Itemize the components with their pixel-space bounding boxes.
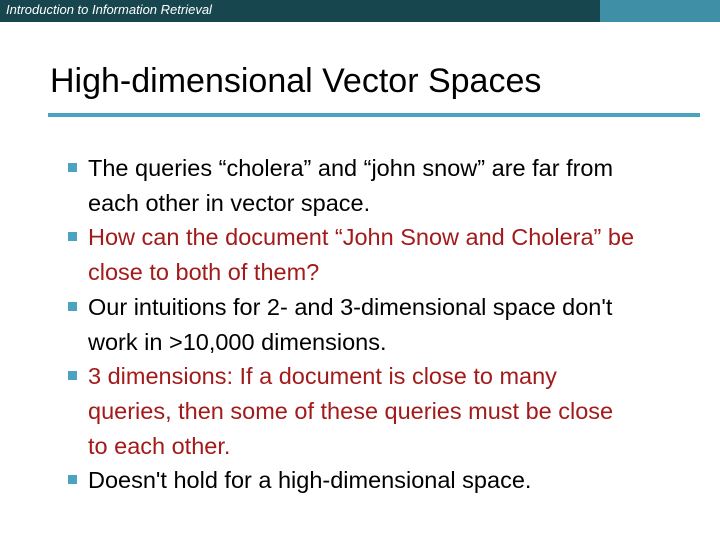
title-underline bbox=[48, 113, 700, 117]
bullet-line: 3 dimensions: If a document is close to many bbox=[88, 363, 557, 390]
bullet-item bbox=[0, 359, 688, 463]
bullet-line: queries, then some of these queries must be close bbox=[88, 397, 614, 424]
bullet-line: each other in vector space. bbox=[88, 189, 371, 216]
bullet-item bbox=[0, 290, 688, 359]
bullet-line: Doesn't hold for a high-dimensional space. bbox=[88, 467, 532, 494]
bullet-line: close to both of them? bbox=[88, 259, 320, 286]
square-bullet-icon bbox=[68, 302, 77, 311]
bullet-line: How can the document “John Snow and Cholera” be bbox=[88, 224, 635, 251]
bullet-item bbox=[0, 151, 688, 220]
square-bullet-icon bbox=[68, 232, 77, 241]
bullet-item bbox=[0, 220, 688, 289]
square-bullet-icon bbox=[68, 371, 77, 380]
square-bullet-icon bbox=[68, 475, 77, 484]
course-label: Introduction to Information Retrieval bbox=[6, 2, 212, 17]
square-bullet-icon bbox=[68, 163, 77, 172]
bullet-line: work in >10,000 dimensions. bbox=[88, 328, 387, 355]
slide-title: High-dimensional Vector Spaces bbox=[50, 62, 542, 100]
bullet-item bbox=[0, 463, 688, 498]
bullet-line: The queries “cholera” and “john snow” are far from bbox=[88, 155, 614, 181]
bullet-list bbox=[0, 151, 720, 498]
header-bar-accent bbox=[600, 0, 720, 22]
bullet-line: Our intuitions for 2- and 3-dimensional space don't bbox=[88, 293, 613, 320]
bullet-line: to each other. bbox=[88, 432, 231, 459]
